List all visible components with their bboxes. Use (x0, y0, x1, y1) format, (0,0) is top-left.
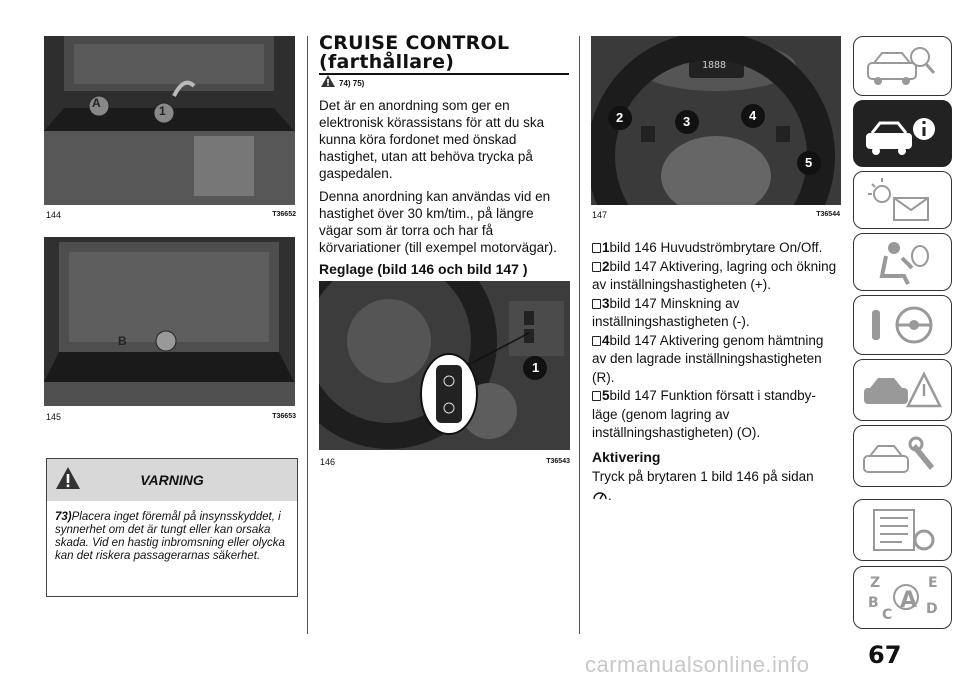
figure-code: T36544 (816, 211, 840, 218)
figure-147-label-2: 2 (616, 110, 624, 125)
control-item: 5bild 147 Funktion försatt i standby-läge (genom lagring av inställningshastigheten) (O). (592, 388, 816, 440)
figure-147-label-3: 3 (683, 114, 691, 129)
refs-line (320, 74, 364, 88)
warning-ref: 73) (55, 511, 72, 523)
control-item: 3bild 147 Minskning av inställningshastigheten (-). (592, 295, 750, 329)
intro-text (319, 97, 571, 278)
figure-145-photo (44, 237, 295, 406)
intro-paragraph-1: Det är en anordning som ger en elektronisk körassistans för att du ska kunna köra fordonet med önskad hastighet, utan att behöva trycka på gaspedalen. (319, 98, 545, 181)
section-title-line1: CRUISE CONTROL (319, 32, 510, 54)
svg-text:E: E (928, 575, 938, 591)
specs-list-icon (854, 500, 951, 560)
warning-refs: 74) 75) (339, 78, 365, 88)
control-item: 2bild 147 Aktivering, lagring och ökning av inställningshastigheten (+). (592, 258, 837, 292)
svg-text:B: B (868, 595, 879, 611)
checkbox-icon (592, 391, 601, 401)
control-item: 4bild 147 Aktivering genom hämtning av den lagrade inställningshastigheten (R). (592, 332, 824, 385)
section-title-line2: (farthållare) (319, 51, 455, 73)
warning-box (46, 458, 298, 597)
car-search-icon (854, 37, 951, 95)
seat-airbag-icon (854, 234, 951, 290)
figure-144-photo (44, 36, 295, 205)
car-service-icon (854, 426, 951, 486)
svg-text:D: D (926, 601, 938, 617)
key-steering-icon (854, 296, 951, 354)
tab-car-info[interactable] (853, 100, 952, 167)
warning-body (47, 501, 297, 563)
index-abc-icon (854, 567, 951, 628)
tab-specs-list[interactable] (853, 499, 952, 561)
figure-code: T36543 (546, 458, 570, 465)
checkbox-icon (592, 336, 601, 346)
checkbox-icon (592, 243, 601, 253)
watermark: carmanualsonline.info (585, 652, 810, 677)
warning-triangle-icon (320, 74, 336, 88)
figure-number: 144 (46, 210, 62, 220)
checkbox-icon (592, 262, 601, 272)
figure-144-caption (46, 210, 296, 220)
figure-147-label-4: 4 (749, 108, 757, 123)
figure-147-display: 1888 (702, 60, 727, 71)
figure-number: 146 (320, 457, 336, 467)
tab-car-breakdown[interactable] (853, 359, 952, 421)
intro-paragraph-2: Denna anordning kan användas vid en hastighet över 30 km/tim., på längre vägar som är torra och har få körvariationer (till exempel motorvägar). (319, 189, 557, 255)
column-divider (307, 36, 308, 634)
car-breakdown-icon (854, 360, 951, 420)
figure-144-label-1: 1 (159, 104, 166, 118)
svg-text:A: A (900, 588, 918, 613)
control-item: 1bild 146 Huvudströmbrytare On/Off. (592, 239, 840, 258)
figure-144-label-a: A (92, 96, 101, 110)
figure-number: 147 (592, 210, 608, 220)
warning-title: VARNING (140, 472, 204, 488)
figure-code: T36652 (272, 211, 296, 218)
figure-code: T36653 (272, 413, 296, 420)
cargo-shelf-illustration (44, 237, 295, 406)
section-heading (319, 34, 569, 75)
checkbox-icon (592, 299, 601, 309)
figure-146-label-1: 1 (532, 360, 540, 375)
warning-text: Placera inget föremål på insynsskyddet, i synnerhet om det är tungt eller kan orsaka skada. Vid en hastig inbromsning eller olycka kan det riskera passagerarnas säkerhet. (55, 511, 285, 562)
activation-heading: Aktivering (592, 448, 661, 465)
page-number: 67 (868, 641, 902, 669)
tab-warning-lights[interactable] (853, 171, 952, 229)
activation-text: Tryck på brytaren 1 bild 146 på sidan . (592, 469, 814, 503)
figure-146-caption (320, 457, 570, 467)
tab-car-service[interactable] (853, 425, 952, 487)
cruise-control-icon (592, 488, 608, 502)
controls-list (592, 239, 840, 505)
figure-147-label-5: 5 (805, 155, 813, 170)
cargo-cover-illustration (44, 36, 295, 205)
svg-text:Z: Z (870, 575, 881, 591)
figure-145-caption (46, 412, 296, 422)
figure-145-label-b: B (118, 334, 127, 348)
warning-header (47, 459, 297, 501)
column-divider (579, 36, 580, 634)
warning-lights-icon (854, 172, 951, 228)
tab-car-search[interactable] (853, 36, 952, 96)
tab-seat-airbag[interactable] (853, 233, 952, 291)
svg-text:C: C (882, 607, 893, 623)
figure-number: 145 (46, 412, 62, 422)
figure-147-caption (592, 210, 840, 220)
car-info-icon (854, 101, 951, 166)
tab-key-steering[interactable] (853, 295, 952, 355)
controls-subtitle: Reglage (bild 146 och bild 147 ) (319, 261, 528, 277)
tab-index-abc[interactable] (853, 566, 952, 629)
